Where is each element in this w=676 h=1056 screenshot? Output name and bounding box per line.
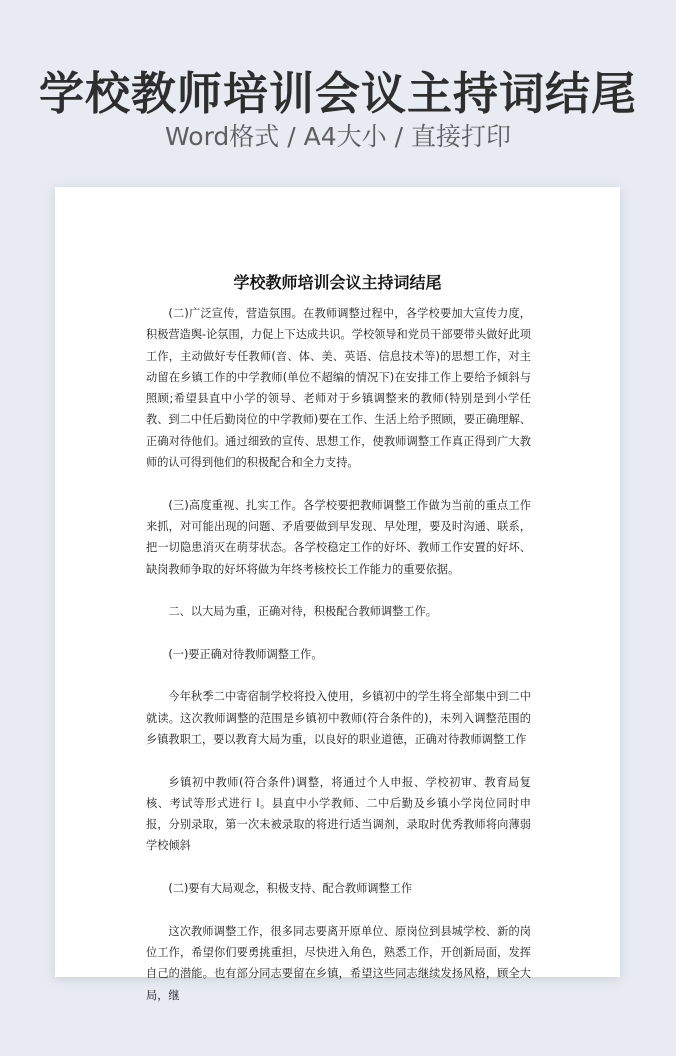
banner-title: 学校教师培训会议主持词结尾 xyxy=(38,67,637,120)
paragraph: (三)高度重视、扎实工作。各学校要把教师调整工作做为当前的重点工作来抓，对可能出现的问题、矛盾要做到早发现、早处理，要及时沟通、联系，把一切隐患消灭在萌芽状态。各学校稳定工作的好坏、教师工作安置的好坏、缺岗教师争取的好坏将做为年终考核校长工作能力的重要依据。 xyxy=(146,498,531,576)
section-heading: 二、以大局为重，正确对待，积极配合教师调整工作。 xyxy=(168,605,437,619)
document-page xyxy=(55,187,620,1002)
banner-subtitle: Word格式 / A4大小 / 直接打印 xyxy=(165,122,511,151)
subsection-heading: (一)要正确对待教师调整工作。 xyxy=(168,647,323,661)
document-title: 学校教师培训会议主持词结尾 xyxy=(233,273,442,292)
paragraph: 乡镇初中教师(符合条件)调整，将通过个人申报、学校初审、教育局复核、考试等形式进行 l。县直中小学教师、二中后勤及乡镇小学岗位同时申报，分别录取，第一次未被录取的将进行适当调剂，录取时优秀教师将向薄弱学校倾斜 xyxy=(146,775,531,853)
document-body xyxy=(146,303,531,1006)
paragraph: 这次教师调整工作，很多同志要离开原单位、原岗位到县城学校、新的岗位工作，希望你们要勇挑重担，尽快进入角色，熟悉工作，开创新局面，发挥自己的潜能。也有部分同志要留在乡镇，希望这些同志继续发扬风格，顾全大局，继 xyxy=(146,924,531,1002)
paragraph: (二)广泛宣传，营造氛围。在教师调整过程中，各学校要加大宣传力度，积极营造舆-论氛围，力促上下达成共识。学校领导和党员干部要带头做好此项工作，主动做好专任教师(音、体、美、英语、信息技术等)的思想工作，对主动留在乡镇工作的中学教师(单位不超编的情况下)在安排工作上要给予倾斜与照顾;希望县直中小学的领导、老师对于乡镇调整来的教师(特别是到小学任教、到二中任后勤岗位的中学教师)要在工作、生活上给予照顾，要正确理解、正确对待他们。通过细致的宣传、思想工作，使教师调整工作真正得到广大教师的认可得到他们的积极配合和全力支持。 xyxy=(146,307,531,470)
subsection-heading: (二)要有大局观念，积极支持、配合教师调整工作 xyxy=(168,882,413,896)
paragraph: 今年秋季二中寄宿制学校将投入使用，乡镇初中的学生将全部集中到二中就读。这次教师调整的范围是乡镇初中教师(符合条件的)，未列入调整范围的乡镇教职工，要以教育大局为重，以良好的职业道德，正确对待教师调整工作 xyxy=(146,690,531,746)
